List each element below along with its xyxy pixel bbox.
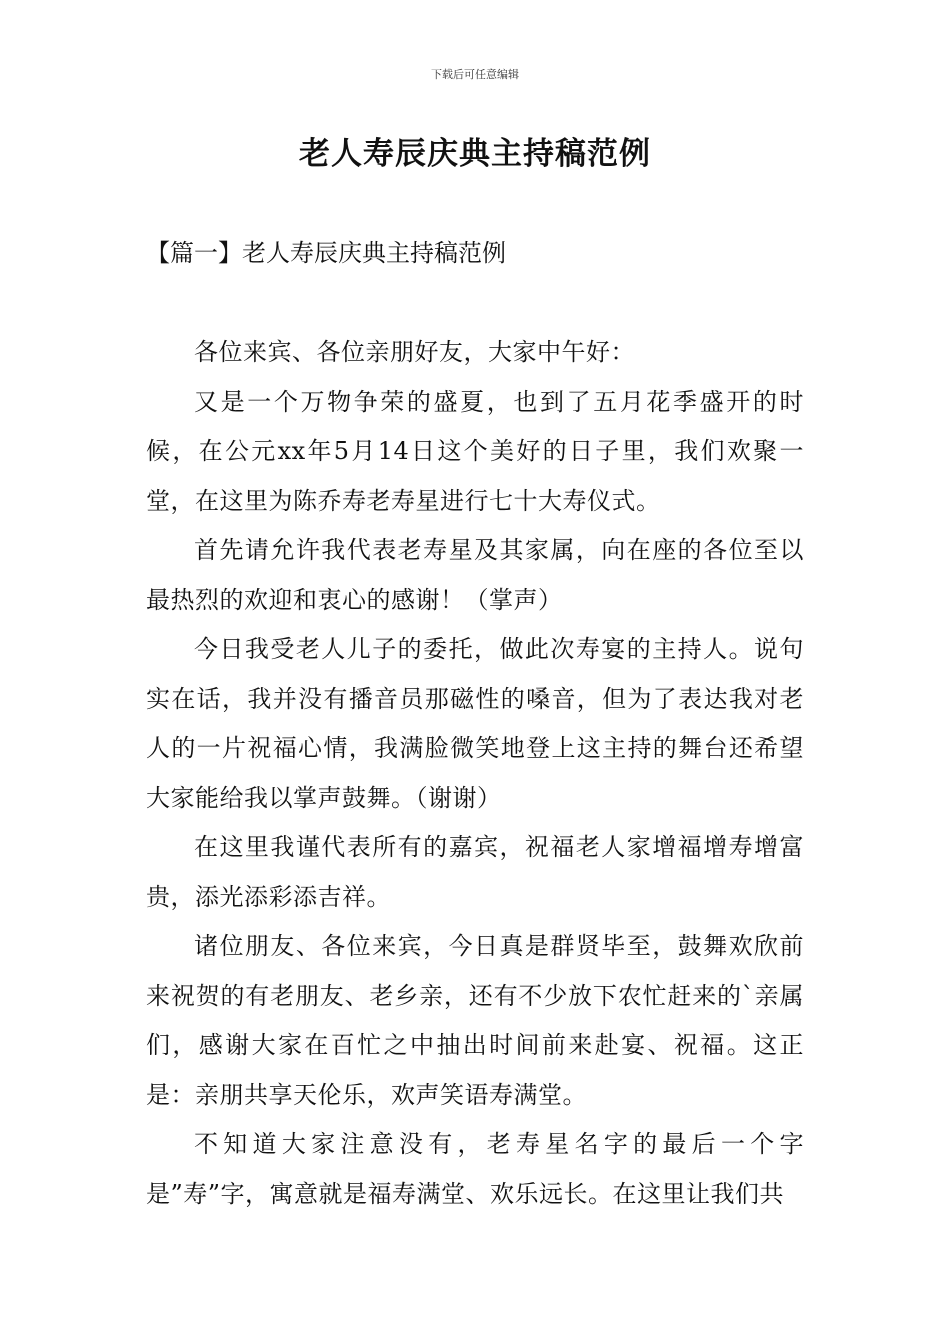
section-heading: 【篇一】老人寿辰庆典主持稿范例 — [146, 239, 506, 267]
paragraph-blessing: 在这里我谨代表所有的嘉宾，祝福老人家增福增寿增富贵，添光添彩添吉祥。 — [146, 833, 804, 911]
paragraph-welcome: 首先请允许我代表老寿星及其家属，向在座的各位至以最热烈的欢迎和衷心的感谢！（掌声） — [146, 536, 804, 614]
document-title: 老人寿辰庆典主持稿范例 — [299, 136, 651, 172]
paragraph-greeting: 各位来宾、各位亲朋好友，大家中午好： — [194, 338, 635, 366]
paragraph-thanks: 诸位朋友、各位来宾，今日真是群贤毕至，鼓舞欢欣前来祝贺的有老朋友、老乡亲，还有不少放下农忙赶来的`亲属们，感谢大家在百忙之中抽出时间前来赴宴、祝福。这正是：亲朋共享天伦乐，欢声笑语寿满堂。 — [146, 932, 804, 1109]
paragraph-opening: 又是一个万物争荣的盛夏，也到了五月花季盛开的时候，在公元xx年5月14日这个美好的日子里，我们欢聚一堂，在这里为陈乔寿老寿星进行七十大寿仪式。 — [146, 387, 804, 515]
paragraph-name-meaning: 不知道大家注意没有，老寿星名字的最后一个字是”寿”字，寓意就是福寿满堂、欢乐远长。在这里让我们共 — [146, 1130, 804, 1208]
document-body — [146, 328, 804, 1219]
header-note: 下载后可任意编辑 — [431, 68, 519, 81]
paragraph-host-intro: 今日我受老人儿子的委托，做此次寿宴的主持人。说句实在话，我并没有播音员那磁性的嗓音，但为了表达我对老人的一片祝福心情，我满脸微笑地登上这主持的舞台还希望大家能给我以掌声鼓舞。（谢谢） — [146, 635, 804, 812]
